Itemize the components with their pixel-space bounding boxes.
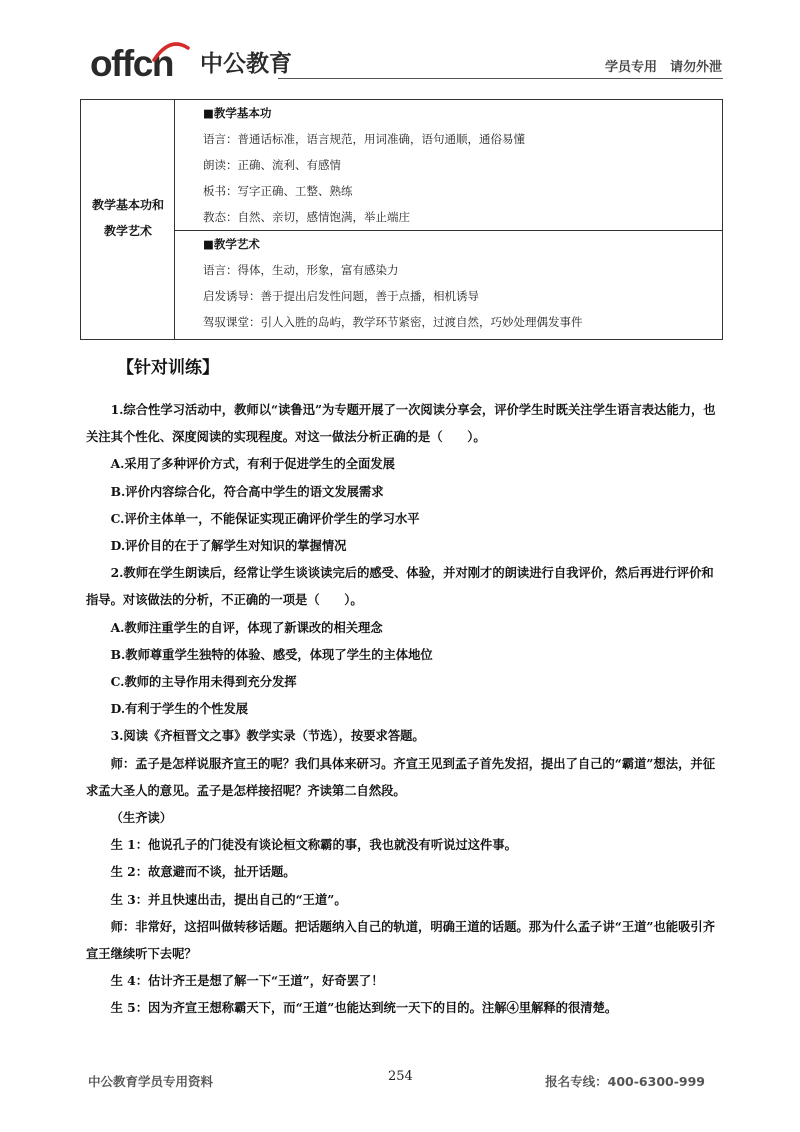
footer-hotline: 报名专线：400-6300-999 xyxy=(545,1074,705,1089)
option-2c: C.教师的主导作用未得到充分发挥 xyxy=(110,674,297,690)
logo-chinese: 中公教育 xyxy=(200,51,292,77)
option-1b: B.评价内容综合化，符合高中学生的语文发展需求 xyxy=(110,483,384,499)
footer-left: 中公教育学员专用资料 xyxy=(88,1074,214,1089)
section-line: 驾驭课堂：引人入胜的岛屿，教学环节紧密，过渡自然，巧妙处理偶发事件 xyxy=(203,315,583,329)
option-2d: D.有利于学生的个性发展 xyxy=(110,701,249,717)
logo-arc-icon xyxy=(152,40,190,62)
header-rule xyxy=(278,78,723,79)
dialogue-teacher-1: 师：孟子是怎样说服齐宣王的呢？我们具体来研习。齐宣王见到孟子首先发招，提出了自己的“霸道”想法，并征求孟大圣人的意见。孟子是怎样接招呢？齐读第二自然段。 xyxy=(86,755,715,798)
option-1c: C.评价主体单一，不能保证实现正确评价学生的学习水平 xyxy=(110,510,420,526)
logo-wordmark: offcn xyxy=(90,43,173,84)
option-2b: B.教师尊重学生独特的体验、感受，体现了学生的主体地位 xyxy=(110,646,433,662)
dialogue-student-2: 生 2：故意避而不谈，扯开话题。 xyxy=(110,864,296,880)
option-2a: A.教师注重学生的自评，体现了新课改的相关理念 xyxy=(110,619,383,635)
dialogue-student-4: 生 4：估计齐王是想了解一下“王道”，好奇罢了！ xyxy=(110,973,384,989)
teaching-skills-table xyxy=(80,99,723,340)
dialogue-teacher-2: 师：非常好，这招叫做转移话题。把话题纳入自己的轨道，明确王道的话题。那为什么孟子讲“王道”也能吸引齐宣王继续听下去呢？ xyxy=(86,918,715,962)
question-3: 3.阅读《齐桓晋文之事》教学实录（节选），按要求答题。 xyxy=(110,728,425,744)
section-teaching-art xyxy=(203,231,583,335)
section-line: 朗读：正确、流利、有感情 xyxy=(203,158,341,172)
dialogue-student-3: 生 3：并且快速出击，提出自己的“王道”。 xyxy=(110,891,347,907)
exercise-body xyxy=(86,396,722,1022)
section-line: 板书：写字正确、工整、熟练 xyxy=(203,184,353,198)
table-left-column xyxy=(81,100,175,339)
section-line: 教态：自然、亲切，感情饱满，举止端庄 xyxy=(203,210,410,224)
section-title: 【针对训练】 xyxy=(117,358,219,378)
section-teaching-basics xyxy=(203,100,525,230)
table-row-label xyxy=(81,192,175,244)
dialogue-stage-direction: （生齐读） xyxy=(110,810,173,826)
section-heading: ■教学艺术 xyxy=(203,237,260,251)
section-line: 语言：得体，生动，形象，富有感染力 xyxy=(203,263,399,277)
option-1d: D.评价目的在于了解学生对知识的掌握情况 xyxy=(110,538,347,554)
section-heading: ■教学基本功 xyxy=(203,106,272,120)
dialogue-student-1: 生 1：他说孔子的门徒没有谈论桓文称霸的事，我也就没有听说过这件事。 xyxy=(110,837,517,853)
row-label-line-2: 教学艺术 xyxy=(103,224,152,238)
row-label-line-1: 教学基本功和 xyxy=(91,198,164,212)
dialogue-student-5: 生 5：因为齐宣王想称霸天下，而“王道”也能达到统一天下的目的。注解④里解释的很清楚。 xyxy=(110,1000,618,1016)
section-line: 启发诱导：善于提出启发性问题，善于点播，相机诱导 xyxy=(203,289,479,303)
header-note: 学员专用 请勿外泄 xyxy=(604,60,722,75)
section-line: 语言：普通话标准，语言规范，用词准确，语句通顺，通俗易懂 xyxy=(203,132,525,146)
option-1a: A.采用了多种评价方式，有利于促进学生的全面发展 xyxy=(110,456,395,472)
question-2: 2.教师在学生朗读后，经常让学生谈谈读完后的感受、体验，并对刚才的朗读进行自我评价，然后再进行评价和指导。对该做法的分析，不正确的一项是（ ）。 xyxy=(86,565,714,608)
question-1: 1.综合性学习活动中，教师以“读鲁迅”为专题开展了一次阅读分享会，评价学生时既关注学生语言表达能力，也关注其个性化、深度阅读的实现程度。对这一做法分析正确的是（ ）。 xyxy=(86,402,716,445)
page-number: 254 xyxy=(388,1069,413,1084)
